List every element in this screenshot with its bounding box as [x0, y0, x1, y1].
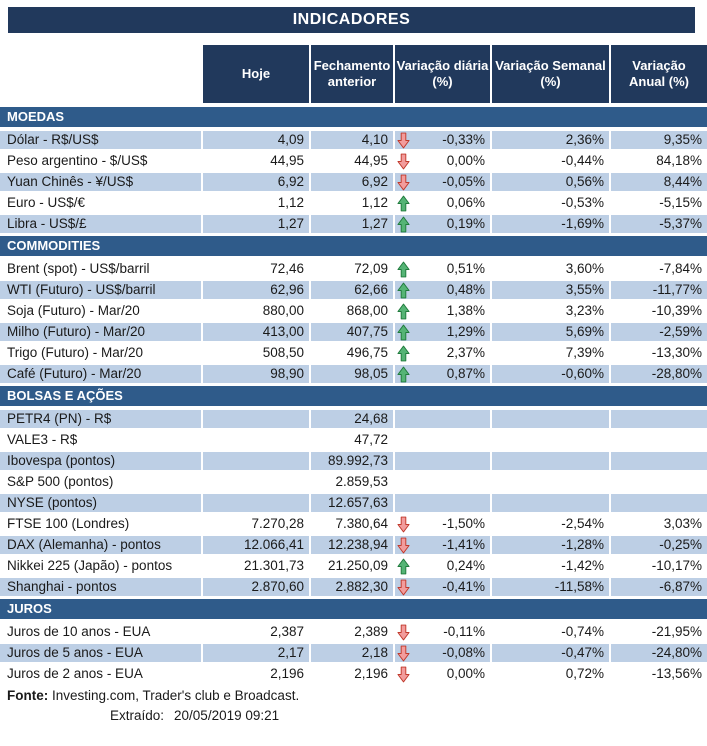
- var-diaria-value: 0,24%: [446, 558, 485, 573]
- hoje-cell: [203, 494, 311, 512]
- var-semanal-cell: -0,74%: [492, 623, 611, 641]
- column-header-line: (%): [540, 74, 561, 89]
- hoje-cell: 21.301,73: [203, 557, 311, 575]
- fechamento-cell: 4,10: [311, 131, 395, 149]
- hoje-cell: 7.270,28: [203, 515, 311, 533]
- row-label: WTI (Futuro) - US$/barril: [0, 281, 203, 299]
- hoje-cell: 413,00: [203, 323, 311, 341]
- hoje-cell: [203, 452, 311, 470]
- column-header-line: Variação: [632, 58, 686, 73]
- hoje-cell: 98,90: [203, 365, 311, 383]
- fechamento-cell: 2,196: [311, 665, 395, 683]
- fechamento-cell: 62,66: [311, 281, 395, 299]
- fechamento-cell: 89.992,73: [311, 452, 395, 470]
- page-title: INDICADORES: [8, 7, 695, 33]
- var-diaria-value: -0,33%: [442, 132, 485, 147]
- var-anual-cell: -13,30%: [611, 344, 707, 362]
- fechamento-cell: 7.380,64: [311, 515, 395, 533]
- row-label: Soja (Futuro) - Mar/20: [0, 302, 203, 320]
- var-diaria-value: -1,41%: [442, 537, 485, 552]
- fechamento-cell: 44,95: [311, 152, 395, 170]
- var-anual-cell: -21,95%: [611, 623, 707, 641]
- var-anual-cell: -5,37%: [611, 215, 707, 233]
- var-semanal-cell: 0,56%: [492, 173, 611, 191]
- table-row: [0, 260, 707, 278]
- section-header-juros: JUROS: [0, 599, 707, 619]
- var-semanal-cell: 3,60%: [492, 260, 611, 278]
- fechamento-cell: 1,12: [311, 194, 395, 212]
- var-anual-cell: -11,77%: [611, 281, 707, 299]
- fechamento-cell: 72,09: [311, 260, 395, 278]
- var-diaria-cell: [395, 536, 492, 554]
- var-anual-cell: -10,39%: [611, 302, 707, 320]
- table-row: [0, 452, 707, 470]
- up-arrow-icon: [397, 303, 410, 320]
- var-diaria-cell: [395, 131, 492, 149]
- row-label: NYSE (pontos): [0, 494, 203, 512]
- row-label: Juros de 10 anos - EUA: [0, 623, 203, 641]
- var-semanal-cell: -1,42%: [492, 557, 611, 575]
- var-semanal-cell: [492, 410, 611, 428]
- fechamento-cell: 12.238,94: [311, 536, 395, 554]
- hoje-cell: 2,17: [203, 644, 311, 662]
- var-diaria-cell: [395, 515, 492, 533]
- var-diaria-cell: [395, 260, 492, 278]
- var-diaria-value: 0,48%: [446, 282, 485, 297]
- section-header-commodities: COMMODITIES: [0, 236, 707, 256]
- var-semanal-cell: [492, 494, 611, 512]
- down-arrow-icon: [397, 666, 410, 683]
- var-semanal-cell: -0,44%: [492, 152, 611, 170]
- var-anual-cell: -7,84%: [611, 260, 707, 278]
- down-arrow-icon: [397, 153, 410, 170]
- var-diaria-cell: [395, 152, 492, 170]
- var-diaria-value: 0,00%: [446, 666, 485, 681]
- var-anual-cell: -10,17%: [611, 557, 707, 575]
- var-diaria-cell: [395, 194, 492, 212]
- table-row: [0, 365, 707, 383]
- var-diaria-value: 0,06%: [446, 195, 485, 210]
- hoje-cell: 508,50: [203, 344, 311, 362]
- fechamento-cell: 2,18: [311, 644, 395, 662]
- var-anual-cell: 9,35%: [611, 131, 707, 149]
- row-label: Euro - US$/€: [0, 194, 203, 212]
- var-diaria-value: 1,38%: [446, 303, 485, 318]
- var-semanal-cell: 2,36%: [492, 131, 611, 149]
- var-semanal-cell: -11,58%: [492, 578, 611, 596]
- row-label: Milho (Futuro) - Mar/20: [0, 323, 203, 341]
- var-anual-cell: 8,44%: [611, 173, 707, 191]
- var-diaria-value: 0,00%: [446, 153, 485, 168]
- var-diaria-cell: [395, 281, 492, 299]
- var-diaria-value: -0,05%: [442, 174, 485, 189]
- var-diaria-cell: [395, 344, 492, 362]
- var-anual-cell: [611, 452, 707, 470]
- column-header-hoje: [203, 45, 311, 103]
- var-diaria-value: 2,37%: [446, 345, 485, 360]
- row-label: PETR4 (PN) - R$: [0, 410, 203, 428]
- row-label: Café (Futuro) - Mar/20: [0, 365, 203, 383]
- section-header-moedas: MOEDAS: [0, 107, 707, 127]
- var-semanal-cell: 7,39%: [492, 344, 611, 362]
- table-row: [0, 665, 707, 683]
- var-anual-cell: -24,80%: [611, 644, 707, 662]
- var-anual-cell: -5,15%: [611, 194, 707, 212]
- fechamento-cell: 1,27: [311, 215, 395, 233]
- var-diaria-value: -0,08%: [442, 645, 485, 660]
- down-arrow-icon: [397, 579, 410, 596]
- row-label: Brent (spot) - US$/barril: [0, 260, 203, 278]
- fechamento-cell: 868,00: [311, 302, 395, 320]
- table-row: [0, 473, 707, 491]
- fechamento-cell: 24,68: [311, 410, 395, 428]
- hoje-cell: 1,27: [203, 215, 311, 233]
- table-row: [0, 173, 707, 191]
- table-row: [0, 623, 707, 641]
- row-label: Dólar - R$/US$: [0, 131, 203, 149]
- hoje-cell: [203, 431, 311, 449]
- row-label: Trigo (Futuro) - Mar/20: [0, 344, 203, 362]
- table-row: [0, 557, 707, 575]
- var-anual-cell: [611, 410, 707, 428]
- var-anual-cell: -13,56%: [611, 665, 707, 683]
- up-arrow-icon: [397, 261, 410, 278]
- table-row: [0, 215, 707, 233]
- fechamento-cell: 21.250,09: [311, 557, 395, 575]
- column-header-line: (%): [432, 74, 453, 89]
- up-arrow-icon: [397, 195, 410, 212]
- table-row: [0, 131, 707, 149]
- extraido-label: Extraído:: [110, 708, 165, 723]
- var-diaria-cell: [395, 173, 492, 191]
- var-diaria-value: 1,29%: [446, 324, 485, 339]
- var-semanal-cell: -1,69%: [492, 215, 611, 233]
- table-row: [0, 344, 707, 362]
- var-anual-cell: [611, 431, 707, 449]
- fechamento-cell: 2,389: [311, 623, 395, 641]
- var-semanal-cell: -0,47%: [492, 644, 611, 662]
- var-semanal-cell: -1,28%: [492, 536, 611, 554]
- var-diaria-value: -0,11%: [443, 624, 485, 639]
- var-diaria-cell: [395, 644, 492, 662]
- down-arrow-icon: [397, 516, 410, 533]
- var-semanal-cell: 0,72%: [492, 665, 611, 683]
- var-semanal-cell: 3,55%: [492, 281, 611, 299]
- var-diaria-cell: [395, 452, 492, 470]
- table-row: [0, 323, 707, 341]
- var-diaria-cell: [395, 431, 492, 449]
- hoje-cell: 62,96: [203, 281, 311, 299]
- column-header-line: Variação diária: [396, 58, 489, 73]
- down-arrow-icon: [397, 174, 410, 191]
- var-anual-cell: -28,80%: [611, 365, 707, 383]
- table-row: [0, 536, 707, 554]
- row-label: VALE3 - R$: [0, 431, 203, 449]
- hoje-cell: 1,12: [203, 194, 311, 212]
- table-row: [0, 194, 707, 212]
- var-semanal-cell: -0,53%: [492, 194, 611, 212]
- source-text: Investing.com, Trader's club e Broadcast.: [48, 688, 300, 703]
- column-header-line: Fechamento: [313, 58, 391, 73]
- column-header-line: Anual (%): [629, 74, 689, 89]
- row-label: Nikkei 225 (Japão) - pontos: [0, 557, 203, 575]
- row-label: FTSE 100 (Londres): [0, 515, 203, 533]
- up-arrow-icon: [397, 324, 410, 341]
- down-arrow-icon: [397, 624, 410, 641]
- var-diaria-cell: [395, 557, 492, 575]
- hoje-cell: [203, 410, 311, 428]
- up-arrow-icon: [397, 345, 410, 362]
- row-label: DAX (Alemanha) - pontos: [0, 536, 203, 554]
- table-body: [0, 107, 707, 683]
- var-anual-cell: -6,87%: [611, 578, 707, 596]
- section-header-bolsas-e-acoes: BOLSAS E AÇÕES: [0, 386, 707, 406]
- var-diaria-cell: [395, 494, 492, 512]
- hoje-cell: 12.066,41: [203, 536, 311, 554]
- column-header-variacao-semanal: [492, 45, 611, 103]
- table-row: [0, 302, 707, 320]
- column-header-line: Hoje: [241, 66, 271, 81]
- hoje-cell: 880,00: [203, 302, 311, 320]
- var-diaria-value: 0,51%: [446, 261, 485, 276]
- var-semanal-cell: 5,69%: [492, 323, 611, 341]
- fechamento-cell: 12.657,63: [311, 494, 395, 512]
- table-row: [0, 644, 707, 662]
- column-header-line: anterior: [327, 74, 377, 89]
- down-arrow-icon: [397, 132, 410, 149]
- hoje-cell: 72,46: [203, 260, 311, 278]
- row-label: Libra - US$/£: [0, 215, 203, 233]
- down-arrow-icon: [397, 537, 410, 554]
- column-header-line: Variação Semanal: [495, 58, 606, 73]
- row-label: Ibovespa (pontos): [0, 452, 203, 470]
- hoje-cell: [203, 473, 311, 491]
- table-row: [0, 578, 707, 596]
- column-header-blank: [0, 45, 203, 103]
- var-semanal-cell: -0,60%: [492, 365, 611, 383]
- fechamento-cell: 407,75: [311, 323, 395, 341]
- var-diaria-value: 0,19%: [446, 216, 485, 231]
- column-header-variacao-diaria: [395, 45, 492, 103]
- table-row: [0, 281, 707, 299]
- var-diaria-cell: [395, 578, 492, 596]
- fechamento-cell: 2.882,30: [311, 578, 395, 596]
- var-diaria-cell: [395, 302, 492, 320]
- var-semanal-cell: -2,54%: [492, 515, 611, 533]
- table-header-row: [0, 45, 707, 103]
- var-semanal-cell: 3,23%: [492, 302, 611, 320]
- var-diaria-cell: [395, 215, 492, 233]
- row-label: Peso argentino - $/US$: [0, 152, 203, 170]
- var-semanal-cell: [492, 431, 611, 449]
- row-label: Yuan Chinês - ¥/US$: [0, 173, 203, 191]
- table-row: [0, 515, 707, 533]
- var-diaria-cell: [395, 665, 492, 683]
- var-anual-cell: -2,59%: [611, 323, 707, 341]
- up-arrow-icon: [397, 366, 410, 383]
- var-anual-cell: [611, 494, 707, 512]
- hoje-cell: 44,95: [203, 152, 311, 170]
- var-diaria-cell: [395, 323, 492, 341]
- report-footer: [0, 686, 707, 726]
- var-anual-cell: 84,18%: [611, 152, 707, 170]
- var-diaria-cell: [395, 365, 492, 383]
- down-arrow-icon: [397, 645, 410, 662]
- indicators-report: [0, 7, 707, 726]
- table-row: [0, 431, 707, 449]
- var-diaria-value: 0,87%: [446, 366, 485, 381]
- column-header-fechamento-anterior: [311, 45, 395, 103]
- table-row: [0, 152, 707, 170]
- column-header-variacao-anual: [611, 45, 707, 103]
- source-label: Fonte:: [7, 688, 49, 703]
- var-anual-cell: [611, 473, 707, 491]
- var-diaria-value: -1,50%: [442, 516, 485, 531]
- var-diaria-cell: [395, 623, 492, 641]
- fechamento-cell: 6,92: [311, 173, 395, 191]
- extraido-value: 20/05/2019 09:21: [174, 708, 280, 723]
- hoje-cell: 2.870,60: [203, 578, 311, 596]
- row-label: Juros de 2 anos - EUA: [0, 665, 203, 683]
- fechamento-cell: 2.859,53: [311, 473, 395, 491]
- source-note: [0, 686, 707, 706]
- row-label: S&P 500 (pontos): [0, 473, 203, 491]
- extraction-timestamp: [0, 706, 707, 726]
- table-row: [0, 410, 707, 428]
- up-arrow-icon: [397, 216, 410, 233]
- var-diaria-value: -0,41%: [442, 579, 485, 594]
- up-arrow-icon: [397, 282, 410, 299]
- fechamento-cell: 496,75: [311, 344, 395, 362]
- hoje-cell: 6,92: [203, 173, 311, 191]
- var-anual-cell: -0,25%: [611, 536, 707, 554]
- fechamento-cell: 47,72: [311, 431, 395, 449]
- hoje-cell: 2,387: [203, 623, 311, 641]
- up-arrow-icon: [397, 558, 410, 575]
- hoje-cell: 2,196: [203, 665, 311, 683]
- var-anual-cell: 3,03%: [611, 515, 707, 533]
- var-diaria-cell: [395, 473, 492, 491]
- row-label: Shanghai - pontos: [0, 578, 203, 596]
- fechamento-cell: 98,05: [311, 365, 395, 383]
- var-semanal-cell: [492, 473, 611, 491]
- row-label: Juros de 5 anos - EUA: [0, 644, 203, 662]
- hoje-cell: 4,09: [203, 131, 311, 149]
- var-diaria-cell: [395, 410, 492, 428]
- var-semanal-cell: [492, 452, 611, 470]
- table-row: [0, 494, 707, 512]
